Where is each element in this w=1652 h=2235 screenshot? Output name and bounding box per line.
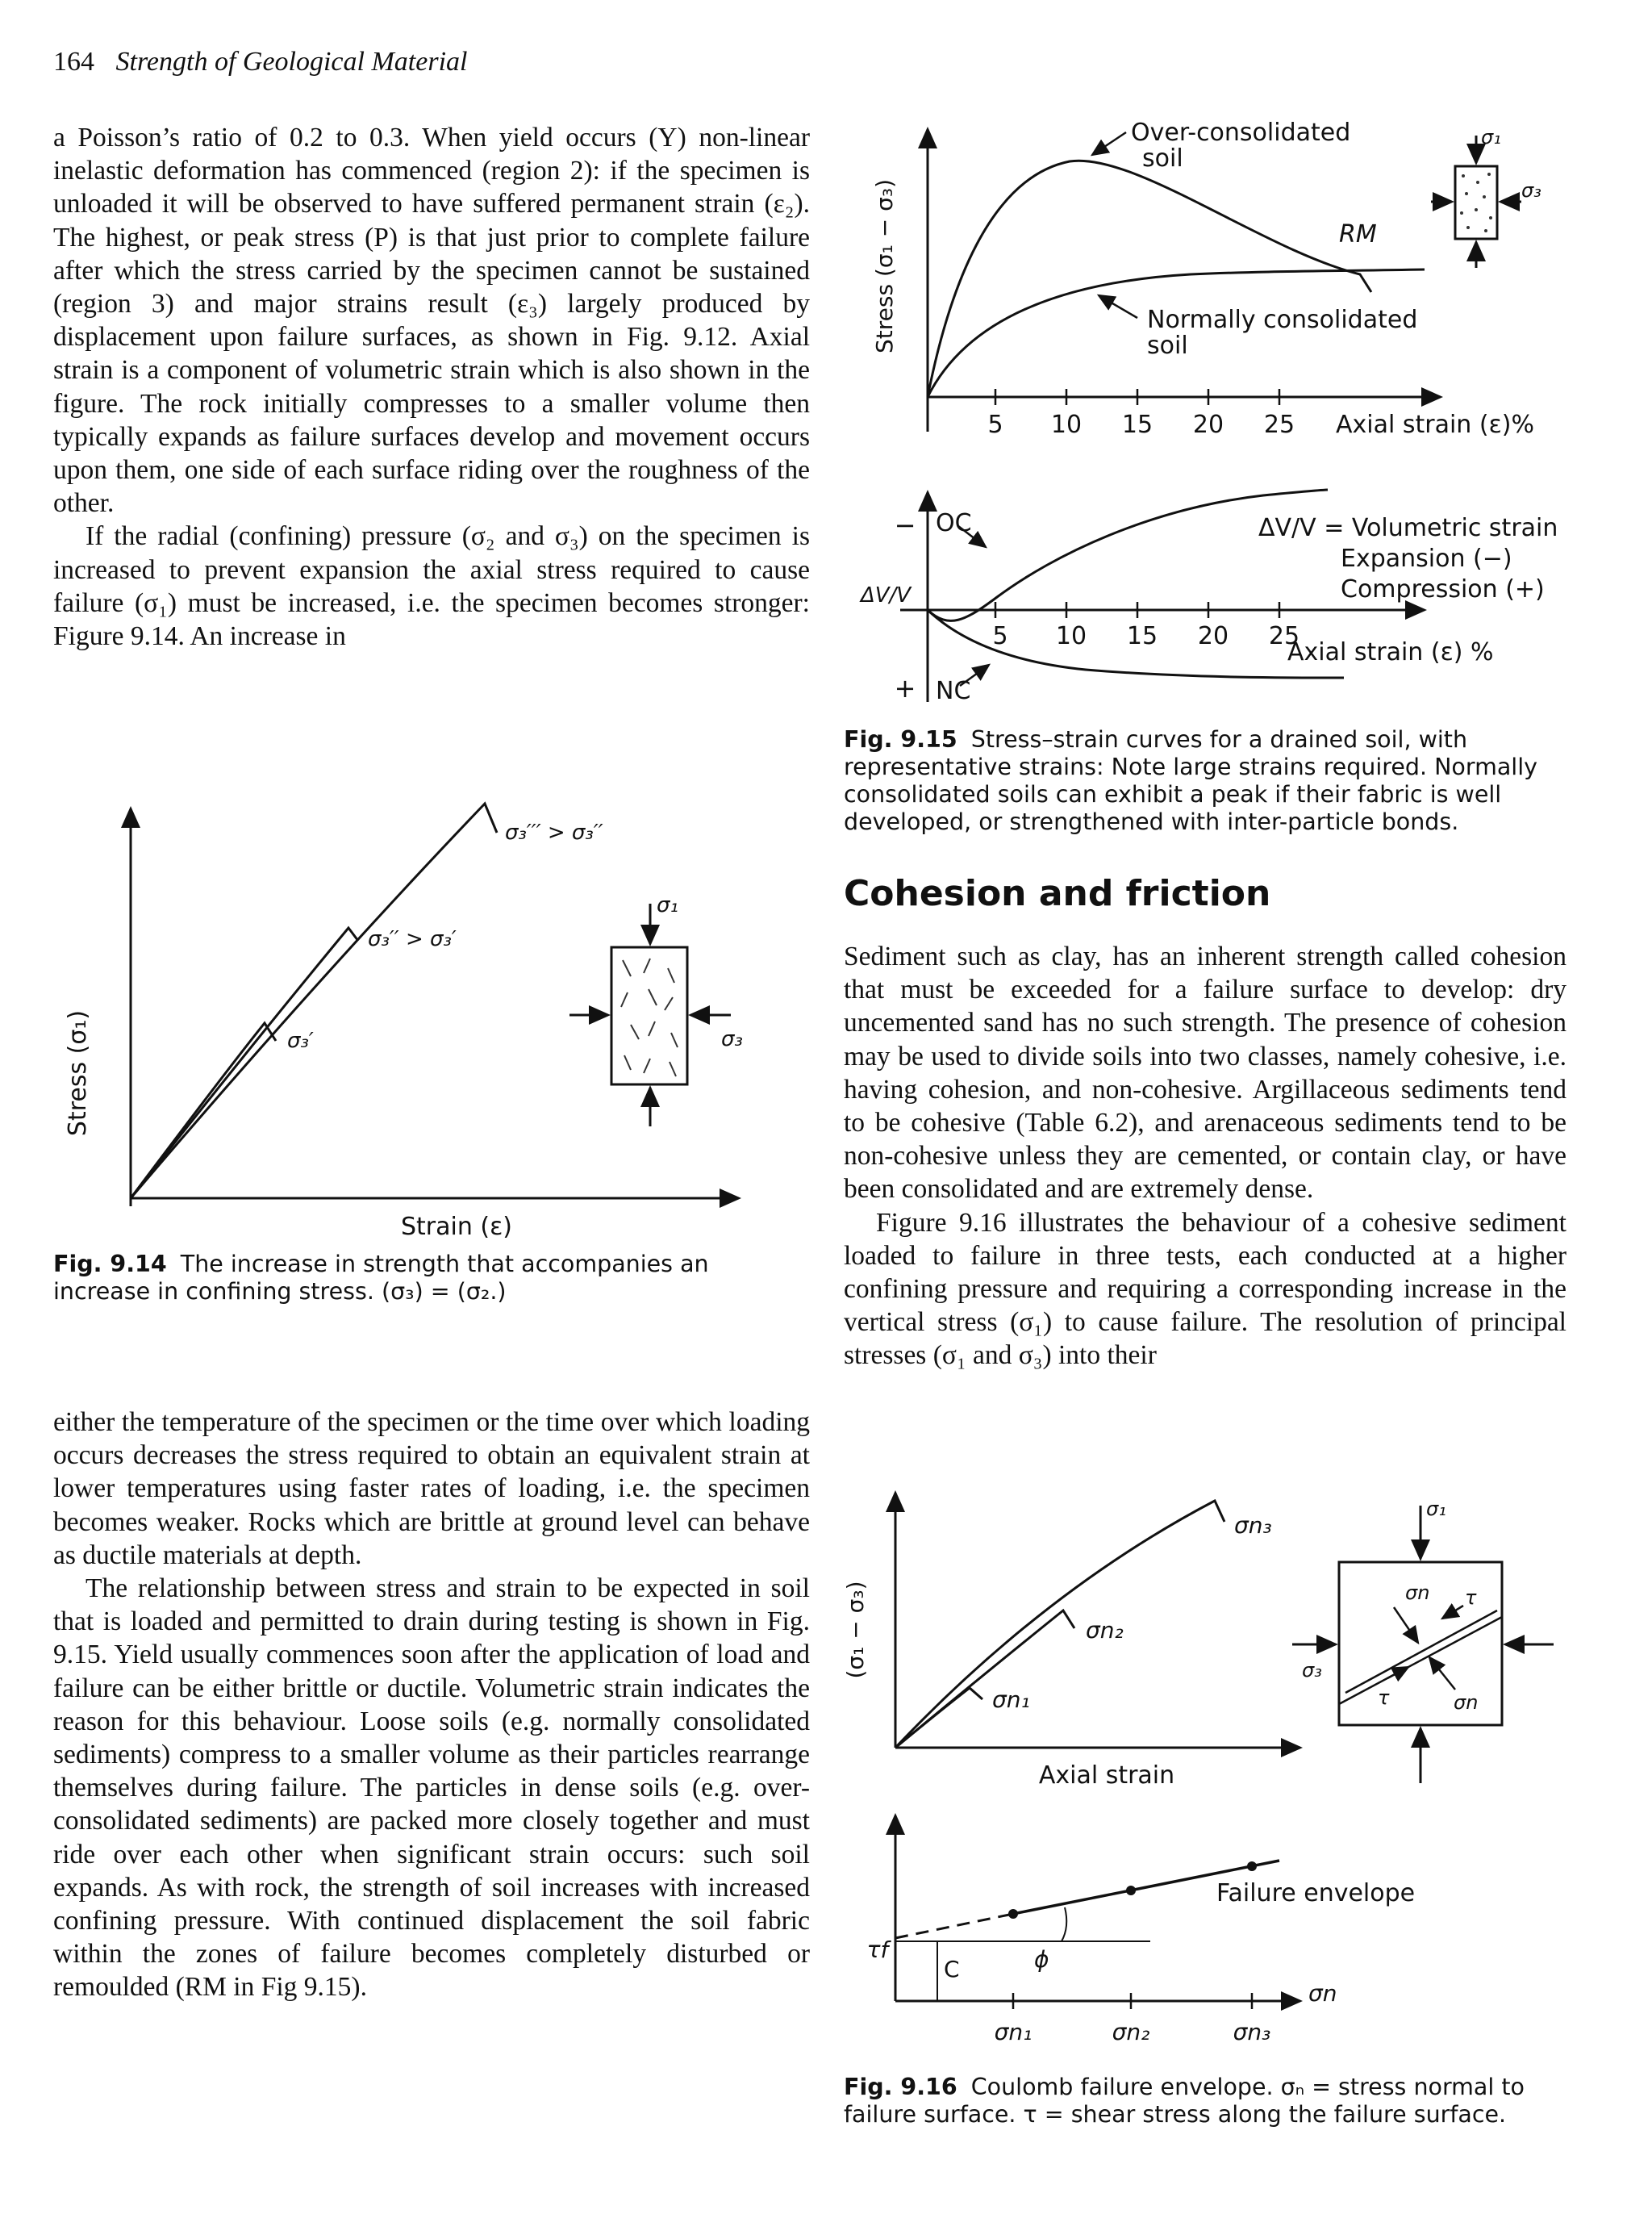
oc-label: OC [936,509,972,537]
x-axis-label: Strain (ε) [400,1213,513,1241]
specimen-diagram [1431,126,1541,268]
sigma1-label: σ₁ [1426,1498,1446,1520]
x-tick: 5 [992,622,1008,650]
envelope-point [1008,1909,1018,1919]
rm-label: RM [1339,220,1377,249]
figure-label: Fig. 9.14 [53,1251,167,1277]
fig-9-14-caption [53,1251,811,1305]
x-tick: 25 [1263,411,1295,439]
y-axis-label: (σ₁ − σ₃) [842,1581,869,1679]
caption-text: The increase in strength that accompanies an increase in confining stress. (σ₃) = (σ₂.) [53,1251,709,1305]
coulomb-envelope-panel [867,1815,1415,2045]
curve-sigma3-triple-prime [131,804,497,1198]
sigma-n-label: σn [1454,1691,1479,1714]
sigma1-label: σ₁ [657,893,678,917]
fig-9-16-caption [844,2074,1586,2128]
curve-label: σ₃′ [287,1029,314,1053]
fig-9-16 [844,1485,1618,2066]
oc-volumetric-curve [928,490,1328,620]
body-text-right [844,940,1566,1372]
figure-label: Fig. 9.15 [844,726,957,753]
x-tick: 25 [1268,622,1300,650]
x-tick: 15 [1126,622,1158,650]
sigma3-label: σ₃ [1302,1659,1322,1681]
paragraph: If the radial (confining) pressure (σ₂ and σ₃) on the specimen is increased to prevent expansion the axial stress required to cause failure (σ₁) must be increased, i.e. the specimen becomes stronger: Figure 9.14. An increase in [53,521,810,652]
curve-label: σn₁ [992,1686,1030,1713]
stress-element-diagram [1292,1498,1554,1783]
x-tick: σn₃ [1233,2019,1271,2045]
x-axis-label: σn [1308,1980,1337,2007]
sigma1-label: σ₁ [1481,126,1501,148]
x-tick: 5 [987,411,1003,439]
x-tick: σn₁ [994,2019,1032,2045]
body-text-left-bottom [53,1406,810,2004]
curve-label: σ₃′′ > σ₃′ [368,927,457,951]
plus-sign: + [894,673,916,704]
paragraph: either the temperature of the specimen or the time over which loading occurs decreases the stress required to obtain an equivalent strain at lower temperatures using faster rates of loading, i.e. the specimen becomes weaker. Rocks which are brittle at ground level can behave as ductile materials at depth. [53,1407,810,1570]
body-text-left-top [53,121,810,653]
caption-text: Coulomb failure envelope. σₙ = stress normal to failure surface. τ = shear stress along the failure surface. [844,2074,1525,2128]
sigma3-label: σ₃ [1521,179,1541,202]
fig-9-14 [53,799,828,1251]
curve-label: σn₃ [1234,1512,1272,1539]
volumetric-strain-panel [859,490,1558,705]
x-axis-label: Axial strain [1038,1761,1175,1790]
stress-strain-panel [871,119,1541,439]
x-axis-label: Axial strain (ε) % [1287,638,1494,666]
paragraph: Figure 9.16 illustrates the behaviour of a cohesive sediment loaded to failure in three tests, each conducted at a higher confining pressure and requiring a corresponding increase in the vertical stress (σ₁) to cause failure. The resolution of principal stresses (σ₁ and σ₃) into their [844,1207,1566,1371]
x-tick: 15 [1121,411,1153,439]
x-tick: 10 [1055,622,1087,650]
failure-envelope-label: Failure envelope [1216,1879,1416,1907]
x-tick: 20 [1197,622,1229,650]
nc-label: NC [936,677,971,705]
legend-line: Compression (+) [1341,575,1545,604]
y-axis-label: Stress (σ₁) [64,1009,92,1137]
paragraph: a Poisson’s ratio of 0.2 to 0.3. When yield occurs (Y) non-linear inelastic deformation has commenced (region 2): if the specimen is unloaded it will be observed to have suffered permanent strain (ε₂). The highest, or peak stress (P) is that just prior to complete failure after which the stress carried by the specimen cannot be sustained (region 3) and major strains result (ε₃) largely produced by displacement upon failure surfaces, as shown in Fig. 9.12. Axial strain is a component of volumetric strain which is also shown in the figure. The rock initially compresses to a smaller volume then typically expands as failure surfaces develop and movement occurs upon them, one side of each surface riding over the roughness of the other. [53,123,810,519]
sigma-n-label: σn [1405,1581,1430,1604]
section-heading: Cohesion and friction [844,873,1271,914]
curve-label: σ₃′′′ > σ₃′′ [505,821,603,845]
figure-label: Fig. 9.16 [844,2074,957,2100]
x-tick: σn₂ [1112,2019,1150,2045]
nc-label: soil [1147,332,1188,360]
tau-f-label: τf [866,1936,889,1963]
page-number: 164 [53,47,94,77]
curve-sigma-n1 [895,1688,982,1748]
tau-label: τ [1378,1686,1390,1709]
phi-label: ϕ [1034,1946,1049,1973]
specimen-diagram [569,893,743,1126]
y-axis-label: ΔV/V [860,583,912,608]
oc-label: Over-consolidated [1131,119,1351,147]
envelope-point [1247,1861,1257,1871]
legend-line: Expansion (−) [1341,545,1512,573]
c-label: C [944,1956,960,1982]
x-axis-label: Axial strain (ε)% [1336,411,1534,439]
curve-sigma-n3 [895,1501,1224,1748]
fig-9-15-caption [844,726,1586,836]
x-tick: 10 [1050,411,1083,439]
stress-strain-panel [842,1493,1300,1790]
running-header [53,47,467,77]
oc-label: soil [1142,144,1183,173]
envelope-point [1126,1886,1136,1895]
fig-9-15 [844,113,1618,710]
legend-line: ΔV/V = Volumetric strain [1258,514,1558,542]
x-tick: 20 [1192,411,1224,439]
minus-sign: − [894,510,916,541]
running-title: Strength of Geological Material [115,47,468,77]
paragraph: Sediment such as clay, has an inherent strength called cohesion that must be exceeded for a failure surface to develop: dry uncemented sand has no such strength. The presence of cohesion may be used to divide soils into two classes, namely cohesive, i.e. having cohesion, and non-cohesive. Argillaceous sediments tend to be cohesive (Table 6.2), and arenaceous sediments tend to be non-cohesive unless they are cemented, or contain clay, or have been consolidated and are extremely dense. [844,942,1566,1205]
curve-label: σn₂ [1086,1617,1124,1644]
paragraph: The relationship between stress and strain to be expected in soil that is loaded and permitted to drain during testing is shown in Fig. 9.15. Yield usually commences soon after the application of load and failure can be either brittle or ductile. Volumetric strain indicates the reason for this behaviour. Loose soils (e.g. normally consolidated sediments) compress to a smaller volume as their particles rearrange themselves during failure. The particles in dense soils (e.g. over-consolidated sediments) are packed more closely together and must ride over each other when significant strain occurs: such soil expands. As with rock, the strength of soil increases with increased confining pressure. With continued displacement the soil fabric within the zones of failure becomes completely disturbed or remoulded (RM in Fig 9.15). [53,1573,810,2003]
caption-text: Stress–strain curves for a drained soil, with representative strains: Note large strains required. Normally consolidated soils can exhibit a peak if their fabric is well developed, or strengthened with inter-particle bonds. [844,726,1538,835]
tau-label: τ [1465,1586,1477,1609]
nc-label: Normally consolidated [1147,306,1418,334]
sigma3-label: σ₃ [721,1027,743,1051]
y-axis-label: Stress (σ₁ − σ₃) [871,178,898,354]
